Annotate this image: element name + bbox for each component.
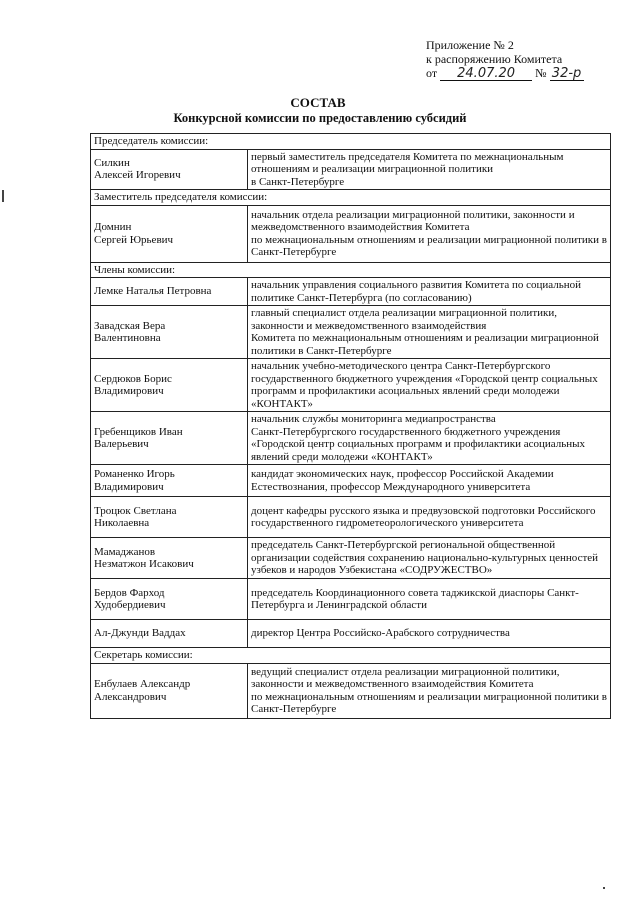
member-position: главный специалист отдела реализации миграционной политики, законности и межведомственного взаимодействия Комитета по межнациональным отношениям и реализации миграционной политики в Санкт-Петербурге (248, 306, 611, 359)
appendix-date-line (426, 66, 626, 81)
handwritten-date: 24.07.20 (440, 67, 532, 81)
appendix-line-1: Приложение № 2 (426, 38, 514, 52)
handwritten-number: 32-р (550, 67, 584, 81)
member-name: Завадская Вера Валентиновна (91, 306, 248, 359)
member-position: начальник службы мониторинга медиапространства Санкт-Петербургского государственного бюджетного учреждения «Городской центр социальных программ и профилактики асоциальных явлений среди молодежи «КОНТАКТ» (248, 412, 611, 465)
appendix-line-2: к распоряжению Комитета (426, 52, 563, 66)
member-row (91, 205, 611, 262)
member-position: доцент кафедры русского языка и предвузовской подготовки Российского государственного гидрометеорологического университета (248, 497, 611, 538)
member-row (91, 306, 611, 359)
member-row (91, 579, 611, 620)
scan-artifact-bottom-right (603, 887, 605, 889)
section-heading: Председатель комиссии: (91, 134, 611, 150)
section-heading: Члены комиссии: (91, 262, 611, 278)
member-name: Сердюков Борис Владимирович (91, 359, 248, 412)
member-row (91, 278, 611, 306)
member-position: первый заместитель председателя Комитета по межнациональным отношениям и реализации миграционной политики в Санкт-Петербурге (248, 149, 611, 190)
member-name: Романенко Игорь Владимирович (91, 465, 248, 497)
member-row (91, 149, 611, 190)
scan-artifact-left (2, 190, 4, 202)
member-name: Енбулаев Александр Александрович (91, 663, 248, 718)
section-heading: Заместитель председателя комиссии: (91, 190, 611, 206)
member-row (91, 465, 611, 497)
commission-table (90, 133, 611, 719)
member-position: директор Центра Российско-Арабского сотрудничества (248, 620, 611, 648)
page-title: СОСТАВ (290, 95, 346, 110)
appendix-block (426, 38, 626, 81)
member-name: Домнин Сергей Юрьевич (91, 205, 248, 262)
member-name: Гребенщиков Иван Валерьевич (91, 412, 248, 465)
number-label: № (535, 66, 547, 80)
page-subtitle: Конкурсной комиссии по предоставлению субсидий (173, 111, 467, 125)
member-position: председатель Санкт-Петербургской региональной общественной организации содействия сохранению национально-культурных ценностей узбеков и народов Узбекистана «СОДРУЖЕСТВО» (248, 538, 611, 579)
section-row (91, 262, 611, 278)
commission-table-body (91, 134, 611, 719)
member-position: начальник отдела реализации миграционной политики, законности и межведомственного взаимодействия Комитета по межнациональным отношениям и реализации миграционной политики в Санкт-Петербурге (248, 205, 611, 262)
member-row (91, 538, 611, 579)
member-position: начальник управления социального развития Комитета по социальной политике Санкт-Петербурга (по согласованию) (248, 278, 611, 306)
member-row (91, 663, 611, 718)
member-position: ведущий специалист отдела реализации миграционной политики, законности и межведомственного взаимодействия Комитета по межнациональным отношениям и реализации миграционной политики в Санкт-Петербурге (248, 663, 611, 718)
member-position: кандидат экономических наук, профессор Российской Академии Естествознания, профессор Международного университета (248, 465, 611, 497)
member-position: начальник учебно-методического центра Санкт-Петербургского государственного бюджетного учреждения «Городской центр социальных программ и профилактики асоциальных явлений среди молодежи «КОНТАКТ» (248, 359, 611, 412)
from-label: от (426, 66, 438, 80)
member-name: Мамаджанов Незматжон Исакович (91, 538, 248, 579)
member-name: Силкин Алексей Игоревич (91, 149, 248, 190)
member-row (91, 359, 611, 412)
member-name: Троцюк Светлана Николаевна (91, 497, 248, 538)
member-row (91, 497, 611, 538)
member-name: Лемке Наталья Петровна (91, 278, 248, 306)
section-heading: Секретарь комиссии: (91, 648, 611, 664)
section-row (91, 648, 611, 664)
member-row (91, 412, 611, 465)
member-position: председатель Координационного совета таджикской диаспоры Санкт-Петербурга и Ленинградской области (248, 579, 611, 620)
section-row (91, 134, 611, 150)
member-name: Бердов Фарход Худобердиевич (91, 579, 248, 620)
member-row (91, 620, 611, 648)
section-row (91, 190, 611, 206)
member-name: Ал-Джунди Ваддах (91, 620, 248, 648)
title-block (0, 95, 640, 126)
